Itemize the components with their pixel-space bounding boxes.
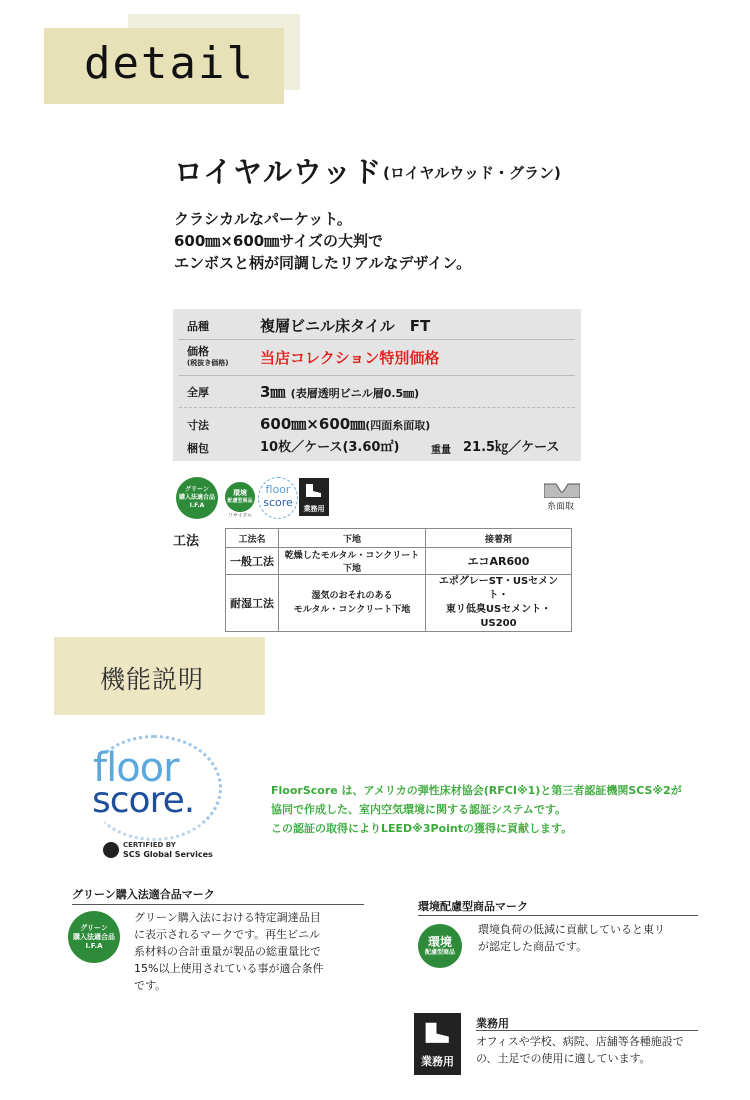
description-line: エンボスと柄が同調したリアルなデザイン。 — [174, 254, 472, 272]
boot-icon — [303, 480, 325, 500]
floorscore-line: この認証の取得によりLEED※3Pointの獲得に貢献します。 — [271, 822, 573, 835]
spec-weight-value: 21.5㎏／ケース — [463, 440, 560, 455]
scs-global: SCS Global Services — [123, 850, 213, 859]
base-cell: 乾燥したモルタル・コンクリート下地 — [279, 548, 426, 575]
chamfer-label: 糸面取 — [547, 502, 575, 512]
eco-large-sub: 配慮型商品 — [424, 949, 455, 956]
green-line: です。 — [134, 979, 167, 992]
adhesive-line: 東リ低臭USセメント・US200 — [445, 604, 552, 629]
adhesive-cell: エコAR600 — [426, 548, 572, 575]
size-main: 600㎜×600㎜ — [260, 415, 366, 433]
floorscore-description — [271, 781, 682, 838]
business-use-large-icon — [414, 1013, 461, 1075]
spec-pack-label: 梱包 — [187, 442, 209, 455]
method-cell: 一般工法 — [226, 548, 279, 575]
construction-table — [225, 528, 572, 632]
eco-line: 環境負荷の低減に貢献していると東リ — [478, 923, 665, 936]
green-purchase-icon — [176, 477, 218, 519]
green-purchase-large-icon — [68, 911, 120, 963]
floorscore-logo-score: score. — [92, 780, 195, 821]
table-row — [226, 575, 572, 632]
green-line: に表示されるマークです。再生ビニル — [134, 928, 321, 941]
spec-pack-value: 10枚／ケース(3.60㎡) — [260, 440, 400, 455]
table-header: 工法名 — [226, 529, 279, 548]
eco-description — [478, 921, 665, 955]
spec-divider — [179, 375, 575, 376]
score-word: score — [263, 496, 293, 509]
description-line: クラシカルなパーケット。 — [174, 210, 352, 228]
spec-size-label: 寸法 — [187, 419, 209, 432]
thickness-main: 3㎜ — [260, 383, 286, 401]
spec-thickness-value — [260, 381, 419, 402]
detail-heading: detail — [84, 38, 255, 89]
product-subtitle: (ロイヤルウッド・グラン) — [383, 164, 561, 182]
thickness-note: (表層透明ビニル層0.5㎜) — [290, 387, 420, 400]
business-use-small-icon — [299, 478, 329, 516]
green-section-rule — [72, 904, 364, 905]
green-icon-mid: 購入法適合品 — [178, 494, 215, 501]
green-line: 系材料の合計重量が製品の総重量比で — [134, 945, 321, 958]
business-line: の、土足での使用に適しています。 — [476, 1052, 651, 1065]
business-section-rule — [476, 1030, 698, 1031]
business-line: オフィスや学校、病院、店舗等各種施設で — [476, 1035, 684, 1048]
floorscore-line: 協同で作成した、室内空気環境に関する認証システムです。 — [271, 803, 567, 816]
spec-size-value — [260, 413, 430, 434]
floorscore-small-icon — [258, 477, 298, 519]
table-row — [226, 548, 572, 575]
eco-section-title: 環境配慮型商品マーク — [418, 900, 528, 913]
spec-divider — [179, 339, 575, 340]
method-cell: 耐湿工法 — [226, 575, 279, 632]
floorscore-logo-floor: floor — [93, 745, 179, 791]
green-section-title: グリーン購入法適合品マーク — [72, 888, 215, 901]
green-icon-top: グリーン — [185, 486, 209, 493]
green-description — [134, 909, 323, 994]
table-header-row — [226, 529, 572, 548]
floor-word: floor — [265, 483, 291, 496]
green-line: グリーン購入法における特定調達品目 — [134, 911, 321, 924]
table-header: 接着剤 — [426, 529, 572, 548]
eco-section-rule — [418, 915, 698, 916]
boot-large-icon — [421, 1015, 455, 1049]
business-description — [476, 1033, 684, 1067]
description-line: 600㎜×600㎜サイズの大判で — [174, 232, 383, 250]
business-large-label: 業務用 — [421, 1055, 454, 1068]
eco-icon-note: リサイクル — [228, 513, 253, 519]
spec-box — [173, 309, 581, 461]
base-line: 湿気のおそれのある — [311, 591, 393, 601]
business-section-title: 業務用 — [476, 1017, 509, 1030]
spec-divider — [179, 407, 575, 408]
adhesive-line: エポグレーST・USセメント・ — [438, 576, 559, 601]
base-line: モルタル・コンクリート下地 — [293, 605, 411, 615]
spec-price-value: 当店コレクション特別価格 — [260, 349, 440, 367]
floorscore-line: FloorScore は、アメリカの弾性床材協会(RFCI※1)と第三者認証機関SCS※2が — [271, 784, 682, 797]
base-cell — [279, 575, 426, 632]
eco-icon-text: 環境 — [233, 489, 247, 497]
spec-price-label: 価格 — [187, 345, 209, 358]
green-large-mid: 購入法適合品 — [73, 932, 115, 941]
size-note: (四面糸面取) — [365, 419, 431, 432]
table-header: 下地 — [279, 529, 426, 548]
eco-mark-icon — [225, 482, 255, 512]
business-small-label: 業務用 — [303, 505, 325, 513]
certified-by: CERTIFIED BY — [123, 841, 176, 849]
product-title: ロイヤルウッド — [174, 155, 383, 189]
green-large-bottom: I.F.A — [85, 941, 103, 950]
green-line: 15%以上使用されている事が適合条件 — [134, 962, 324, 975]
features-heading: 機能説明 — [100, 665, 205, 694]
eco-mark-large-icon — [418, 924, 462, 968]
adhesive-cell — [426, 575, 572, 632]
scs-icon — [103, 842, 119, 858]
spec-price-note: (税抜き価格) — [187, 359, 229, 367]
chamfer-edge-icon — [544, 480, 580, 498]
construction-label: 工法 — [173, 534, 200, 549]
spec-thickness-label: 全厚 — [187, 386, 209, 399]
product-description — [174, 208, 471, 274]
spec-weight-label: 重量 — [431, 445, 451, 456]
eco-large-text: 環境 — [427, 935, 452, 949]
spec-type-label: 品種 — [187, 320, 209, 333]
eco-icon-sub: 配慮型商品 — [227, 498, 253, 504]
eco-line: が認定した商品です。 — [478, 940, 588, 953]
green-large-top: グリーン — [80, 923, 108, 932]
spec-type-value: 複層ビニル床タイル FT — [260, 317, 431, 335]
green-icon-bottom: I.F.A — [189, 502, 205, 509]
